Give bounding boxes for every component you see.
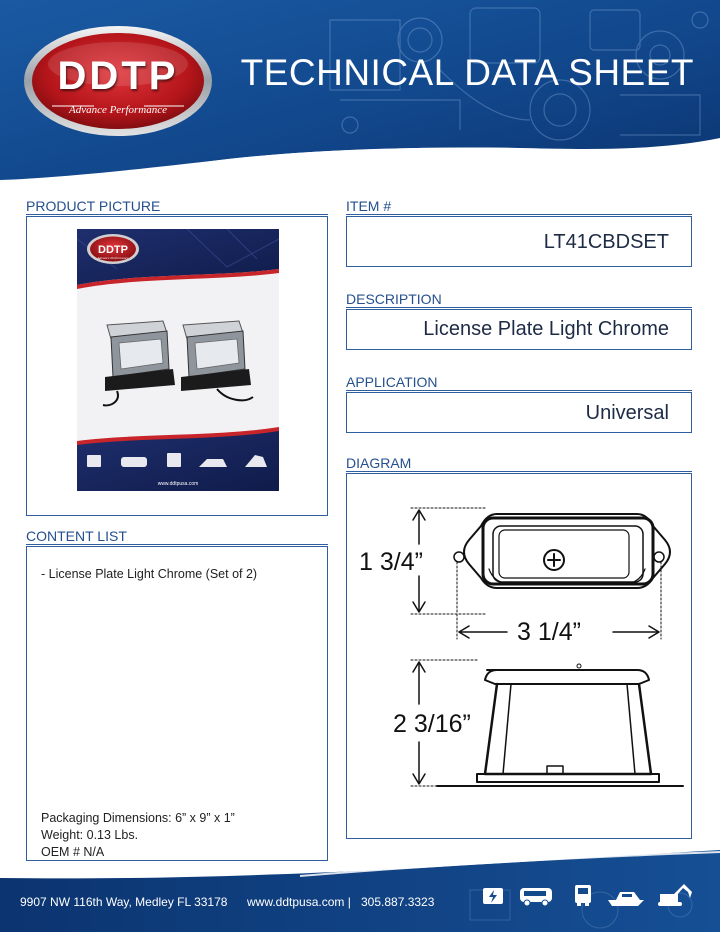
logo-text: DDTP	[57, 54, 179, 98]
top-view-drawing	[454, 514, 670, 588]
diagram-underline	[346, 471, 692, 472]
dimension-diagram	[347, 474, 693, 840]
diagram-box	[346, 473, 692, 839]
item-box	[346, 216, 692, 267]
generator-icon	[480, 882, 506, 908]
ddtp-logo	[22, 24, 214, 139]
item-number: LT41CBDSET	[543, 231, 669, 253]
content-list-underline	[26, 544, 328, 545]
package-website: www.ddtpusa.com	[157, 481, 199, 487]
product-picture-label: PRODUCT PICTURE	[26, 198, 161, 214]
application-box	[346, 392, 692, 433]
application-underline	[346, 390, 692, 391]
packaging-dimensions: Packaging Dimensions: 6” x 9” x 1”	[41, 811, 235, 825]
footer-website: www.ddtpusa.com |	[247, 895, 351, 909]
item-label: ITEM #	[346, 198, 392, 214]
diagram-label: DIAGRAM	[346, 455, 412, 471]
footer-phone: 305.887.3323	[361, 895, 435, 909]
page-title: TECHNICAL DATA SHEET	[240, 52, 694, 93]
truck-icon	[570, 882, 596, 908]
package-logo-tagline: Advance Performance	[97, 256, 129, 260]
dimension-width: 3 1/4”	[517, 618, 581, 646]
excavator-icon	[656, 882, 696, 908]
logo-tagline: Advance Performance	[68, 104, 168, 116]
dimension-height-side: 2 3/16”	[393, 710, 471, 738]
product-picture-box	[26, 216, 328, 516]
weight: Weight: 0.13 Lbs.	[41, 828, 139, 842]
application-label: APPLICATION	[346, 374, 438, 390]
package-illustration	[77, 229, 279, 491]
header-banner	[0, 0, 720, 185]
description-underline	[346, 307, 692, 308]
application-value: Universal	[585, 402, 669, 424]
oem-number: OEM # N/A	[41, 845, 105, 859]
footer-address: 9907 NW 116th Way, Medley FL 33178	[20, 895, 228, 909]
item-underline	[346, 214, 692, 215]
product-package-image	[77, 229, 279, 491]
yacht-icon	[606, 882, 646, 908]
bus-icon	[518, 882, 554, 908]
content-list-item: - License Plate Light Chrome (Set of 2)	[41, 567, 258, 581]
dimension-height-top: 1 3/4”	[359, 548, 423, 576]
description-value: License Plate Light Chrome	[423, 318, 669, 340]
description-box	[346, 309, 692, 350]
side-view-drawing	[437, 664, 683, 786]
content-list-label: CONTENT LIST	[26, 528, 127, 544]
content-list-box	[26, 546, 328, 861]
footer-banner	[0, 850, 720, 932]
package-logo-text: DDTP	[98, 244, 128, 256]
product-picture-underline	[26, 214, 328, 215]
description-label: DESCRIPTION	[346, 291, 442, 307]
